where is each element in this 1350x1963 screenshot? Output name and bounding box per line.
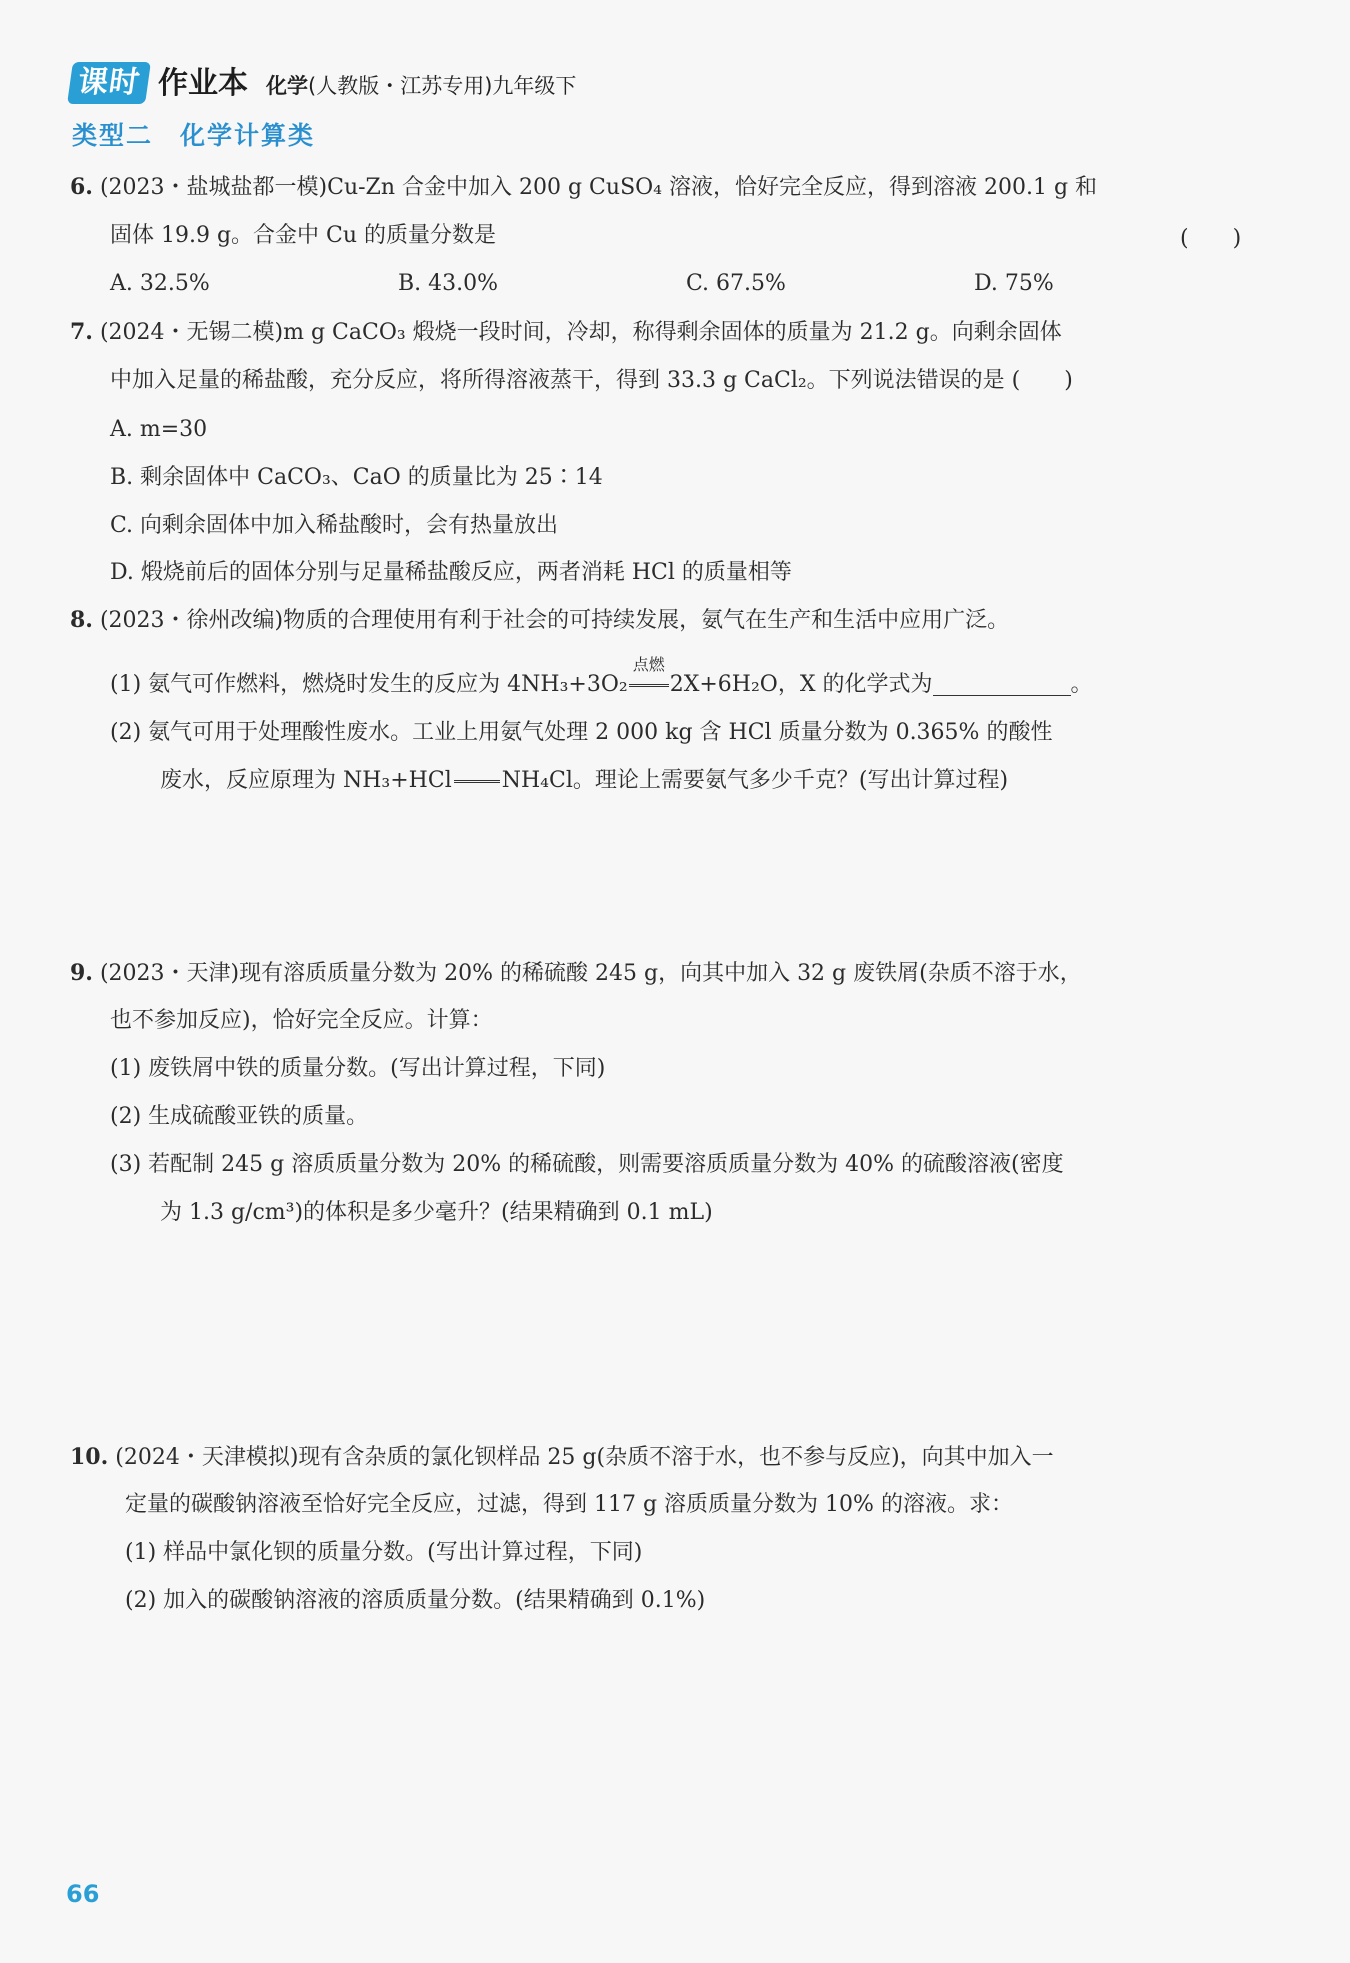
q9-line1 — [70, 958, 1082, 989]
equals-bar — [454, 780, 500, 783]
q10-part1: (1) 样品中氯化钡的质量分数。(写出计算过程，下同) — [125, 1540, 643, 1565]
q8-part2-a: 废水，反应原理为 NH₃+HCl — [160, 768, 452, 793]
book-edition: (人教版・江苏专用)九年级下 — [308, 74, 577, 98]
q6-text1: (2023・盐城盐都一模)Cu-Zn 合金中加入 200 g CuSO₄ 溶液，恰好完全反应，得到溶液 200.1 g 和 — [99, 175, 1098, 200]
brand-logo: 课时 — [67, 62, 151, 104]
equals-bar — [629, 684, 669, 687]
q6-line2: 固体 19.9 g。合金中 Cu 的质量分数是 — [110, 223, 497, 248]
q6-number: 6. — [70, 174, 93, 200]
q8-part1-end: 。 — [1070, 672, 1093, 697]
book-info — [266, 68, 576, 104]
q8-part2-b: NH₄Cl。理论上需要氨气多少千克？(写出计算过程) — [501, 768, 1009, 793]
q10-line2: 定量的碳酸钠溶液至恰好完全反应，过滤，得到 117 g 溶质质量分数为 10% 的溶液。求： — [125, 1492, 1013, 1517]
q7-option-d: D. 煅烧前后的固体分别与足量稀盐酸反应，两者消耗 HCl 的质量相等 — [110, 560, 792, 585]
q9-part3-line2: 为 1.3 g/cm³)的体积是多少毫升？(结果精确到 0.1 mL) — [160, 1200, 713, 1225]
q7-option-a: A. m=30 — [110, 417, 208, 442]
page-number: 66 — [66, 1880, 100, 1908]
q7-line2: 中加入足量的稀盐酸，充分反应，将所得溶液蒸干，得到 33.3 g CaCl₂。下列说法错误的是 ( ) — [110, 368, 1073, 393]
reaction-condition — [628, 655, 670, 700]
q7-number: 7. — [70, 319, 93, 345]
condition-label: 点燃 — [632, 655, 665, 674]
section-title: 类型二 化学计算类 — [72, 121, 316, 150]
q6-option-a: A. 32.5% — [110, 271, 210, 296]
q8-line1 — [70, 605, 1009, 636]
q7-option-b: B. 剩余固体中 CaCO₃、CaO 的质量比为 25∶14 — [110, 465, 603, 490]
q9-part3-line1: (3) 若配制 245 g 溶质质量分数为 20% 的稀硫酸，则需要溶质质量分数为 40% 的硫酸溶液(密度 — [110, 1152, 1064, 1177]
q7-line1 — [70, 317, 1062, 348]
q6-line1 — [70, 172, 1097, 203]
q9-line2: 也不参加反应)，恰好完全反应。计算： — [110, 1008, 493, 1033]
q8-number: 8. — [70, 607, 93, 633]
q8-part1-a: (1) 氨气可作燃料，燃烧时发生的反应为 4NH₃+3O₂ — [110, 672, 628, 697]
brand-name: 作业本 — [158, 66, 248, 101]
q10-line1 — [70, 1442, 1054, 1473]
q9-part2: (2) 生成硫酸亚铁的质量。 — [110, 1104, 369, 1129]
q9-part1: (1) 废铁屑中铁的质量分数。(写出计算过程，下同) — [110, 1056, 606, 1081]
book-subject: 化学 — [266, 74, 308, 98]
answer-blank[interactable] — [933, 675, 1071, 696]
q9-text1: (2023・天津)现有溶质质量分数为 20% 的稀硫酸 245 g，向其中加入 32 g 废铁屑(杂质不溶于水， — [99, 961, 1082, 986]
q8-part2-line2 — [160, 766, 1008, 796]
q7-option-c: C. 向剩余固体中加入稀盐酸时，会有热量放出 — [110, 513, 559, 538]
q8-part1-b: 2X+6H₂O，X 的化学式为 — [669, 672, 933, 697]
q8-part2-line1: (2) 氨气可用于处理酸性废水。工业上用氨气处理 2 000 kg 含 HCl 质量分数为 0.365% 的酸性 — [110, 720, 1053, 745]
q6-option-c: C. 67.5% — [686, 271, 786, 296]
q6-answer-paren: ( ) — [1180, 226, 1242, 251]
q6-option-b: B. 43.0% — [398, 271, 499, 296]
q8-part1 — [110, 655, 1093, 700]
q8-text1: (2023・徐州改编)物质的合理使用有利于社会的可持续发展，氨气在生产和生活中应用广泛。 — [99, 608, 1010, 633]
page-header — [70, 62, 576, 104]
q9-number: 9. — [70, 960, 93, 986]
q10-text1: (2024・天津模拟)现有含杂质的氯化钡样品 25 g(杂质不溶于水，也不参与反应)，向其中加入一 — [115, 1445, 1054, 1470]
q6-option-d: D. 75% — [974, 271, 1054, 296]
q10-number: 10. — [70, 1444, 109, 1470]
q10-part2: (2) 加入的碳酸钠溶液的溶质质量分数。(结果精确到 0.1%) — [125, 1588, 706, 1613]
q7-text1: (2024・无锡二模)m g CaCO₃ 煅烧一段时间，冷却，称得剩余固体的质量为 21.2 g。向剩余固体 — [99, 320, 1062, 345]
